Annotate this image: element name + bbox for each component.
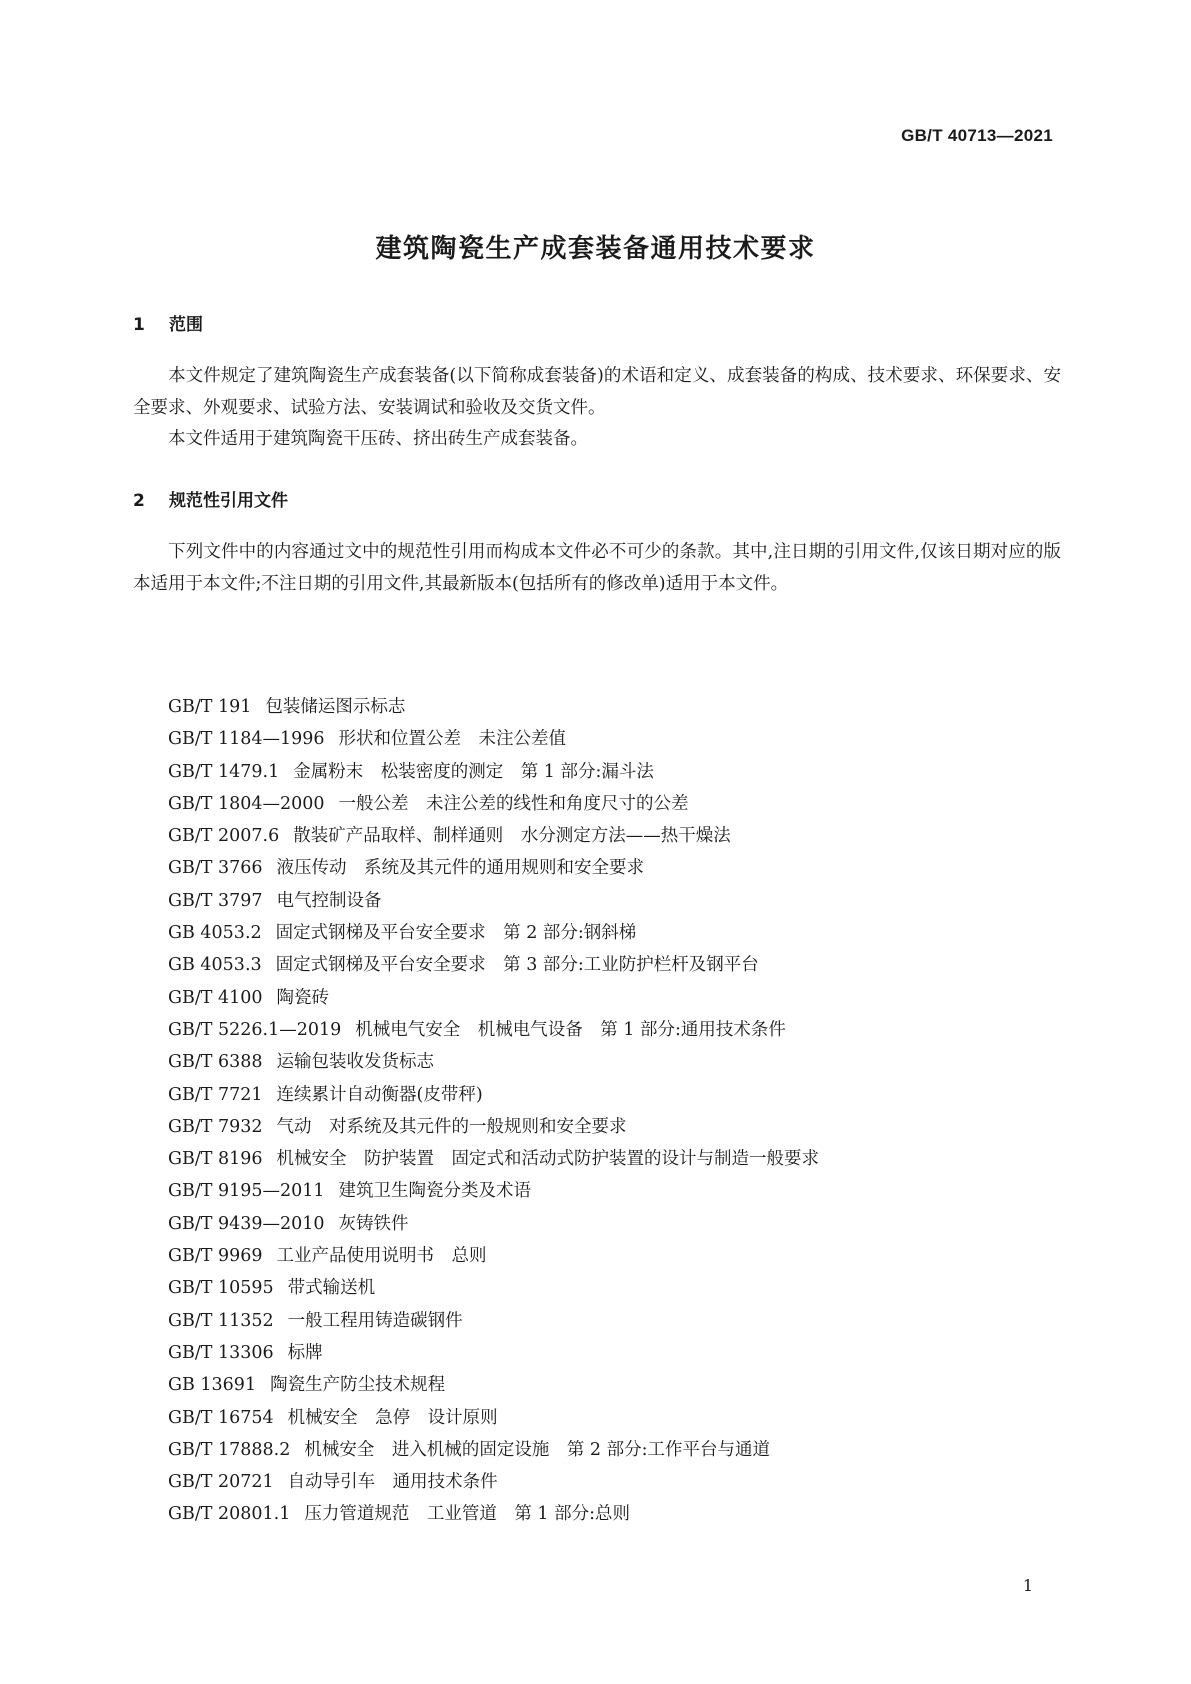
reference-item [168, 788, 819, 820]
reference-item [168, 723, 819, 755]
reference-item [168, 885, 819, 917]
reference-code: GB/T 4100 [168, 987, 263, 1008]
scope-paragraph-1 [133, 360, 1061, 424]
reference-item [168, 1175, 819, 1207]
reference-title: 固定式钢梯及平台安全要求 第 2 部分:钢斜梯 [275, 923, 637, 944]
reference-title: 标牌 [287, 1342, 323, 1363]
reference-item [168, 1337, 819, 1369]
reference-item [168, 1143, 819, 1175]
reference-item [168, 1434, 819, 1466]
section-1-number: 1 [133, 315, 145, 335]
section-1-heading [133, 310, 203, 335]
reference-item [168, 1498, 819, 1530]
standard-code: GB/T 40713—2021 [901, 126, 1053, 145]
reference-title: 带式输送机 [287, 1278, 376, 1299]
reference-item [168, 917, 819, 949]
reference-item [168, 1466, 819, 1498]
reference-title: 机械安全 进入机械的固定设施 第 2 部分:工作平台与通道 [304, 1439, 770, 1460]
reference-code: GB 13691 [168, 1375, 257, 1396]
normative-references-list [168, 691, 819, 1531]
reference-title: 机械安全 防护装置 固定式和活动式防护装置的设计与制造一般要求 [276, 1149, 820, 1170]
reference-item [168, 1079, 819, 1111]
reference-code: GB/T 5226.1—2019 [168, 1019, 342, 1040]
reference-code: GB/T 8196 [168, 1149, 263, 1170]
reference-code: GB/T 10595 [168, 1278, 274, 1299]
section-2-number: 2 [133, 491, 145, 511]
reference-title: 形状和位置公差 未注公差值 [338, 729, 567, 750]
section-1-title: 范围 [169, 315, 203, 335]
reference-title: 液压传动 系统及其元件的通用规则和安全要求 [276, 858, 645, 879]
reference-item [168, 691, 819, 723]
reference-item [168, 982, 819, 1014]
scope-paragraph-2-text: 本文件适用于建筑陶瓷干压砖、挤出砖生产成套装备。 [168, 429, 588, 449]
reference-code: GB/T 9969 [168, 1246, 263, 1267]
reference-title: 一般工程用铸造碳钢件 [287, 1310, 463, 1331]
reference-code: GB/T 2007.6 [168, 826, 280, 847]
reference-title: 机械电气安全 机械电气设备 第 1 部分:通用技术条件 [355, 1019, 786, 1040]
reference-title: 金属粉末 松装密度的测定 第 1 部分:漏斗法 [293, 761, 654, 782]
reference-title: 固定式钢梯及平台安全要求 第 3 部分:工业防护栏杆及钢平台 [275, 955, 759, 976]
reference-item [168, 1305, 819, 1337]
reference-title: 连续累计自动衡器(皮带秤) [276, 1084, 483, 1105]
reference-code: GB/T 17888.2 [168, 1439, 291, 1460]
references-intro-text: 下列文件中的内容通过文中的规范性引用而构成本文件必不可少的条款。其中,注日期的引用文件,仅该日期对应的版本适用于本文件;不注日期的引用文件,其最新版本(包括所有的修改单)适用于本文件。 [133, 542, 1061, 594]
reference-code: GB/T 3797 [168, 890, 263, 911]
document-title: 建筑陶瓷生产成套装备通用技术要求 [375, 234, 816, 264]
section-2-title: 规范性引用文件 [169, 491, 288, 511]
reference-title: 包装储运图示标志 [265, 697, 406, 717]
reference-title: 灰铸铁件 [338, 1213, 409, 1234]
reference-title: 自动导引车 通用技术条件 [287, 1472, 498, 1493]
reference-code: GB/T 9195—2011 [168, 1181, 325, 1202]
reference-code: GB/T 13306 [168, 1342, 274, 1363]
reference-item [168, 1046, 819, 1078]
reference-title: 陶瓷砖 [276, 987, 330, 1008]
reference-code: GB/T 1804—2000 [168, 793, 325, 814]
reference-item [168, 1111, 819, 1143]
reference-title: 散装矿产品取样、制样通则 水分测定方法——热干燥法 [293, 826, 731, 847]
reference-code: GB/T 7721 [168, 1084, 263, 1105]
reference-title: 建筑卫生陶瓷分类及术语 [338, 1181, 532, 1202]
reference-item [168, 852, 819, 884]
reference-code: GB/T 20801.1 [168, 1504, 291, 1525]
section-2-heading [133, 486, 288, 511]
references-intro-paragraph [133, 536, 1061, 600]
reference-title: 机械安全 急停 设计原则 [287, 1407, 498, 1428]
reference-code: GB/T 1479.1 [168, 761, 280, 782]
reference-item [168, 1272, 819, 1304]
reference-code: GB/T 11352 [168, 1310, 274, 1331]
reference-code: GB/T 191 [168, 697, 252, 717]
reference-title: 一般公差 未注公差的线性和角度尺寸的公差 [338, 793, 689, 814]
reference-title: 电气控制设备 [276, 890, 382, 911]
reference-title: 气动 对系统及其元件的一般规则和安全要求 [276, 1116, 627, 1137]
reference-code: GB 4053.2 [168, 923, 262, 944]
reference-title: 运输包装收发货标志 [276, 1052, 435, 1073]
reference-item [168, 1208, 819, 1240]
reference-code: GB 4053.3 [168, 955, 262, 976]
reference-item [168, 1014, 819, 1046]
reference-item [168, 756, 819, 788]
reference-code: GB/T 3766 [168, 858, 263, 879]
reference-title: 陶瓷生产防尘技术规程 [270, 1375, 446, 1396]
reference-code: GB/T 7932 [168, 1116, 263, 1137]
reference-code: GB/T 20721 [168, 1472, 274, 1493]
reference-code: GB/T 16754 [168, 1407, 274, 1428]
reference-code: GB/T 6388 [168, 1052, 263, 1073]
scope-paragraph-1-text: 本文件规定了建筑陶瓷生产成套装备(以下简称成套装备)的术语和定义、成套装备的构成、技术要求、环保要求、安全要求、外观要求、试验方法、安装调试和验收及交货文件。 [133, 366, 1061, 418]
scope-paragraph-2 [133, 423, 1061, 455]
page-number: 1 [1022, 1576, 1033, 1595]
reference-item [168, 949, 819, 981]
reference-title: 压力管道规范 工业管道 第 1 部分:总则 [304, 1504, 630, 1525]
reference-title: 工业产品使用说明书 总则 [276, 1246, 487, 1267]
reference-code: GB/T 1184—1996 [168, 729, 325, 750]
reference-item [168, 1402, 819, 1434]
reference-code: GB/T 9439—2010 [168, 1213, 325, 1234]
reference-item [168, 1369, 819, 1401]
reference-item [168, 820, 819, 852]
reference-item [168, 1240, 819, 1272]
